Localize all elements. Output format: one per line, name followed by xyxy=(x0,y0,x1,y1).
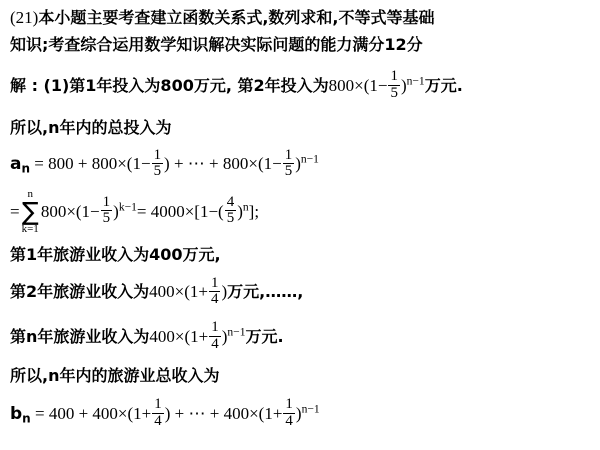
fraction-denominator: 4 xyxy=(211,335,219,352)
solution-intro-suffix: 万元. xyxy=(424,76,463,96)
fraction-denominator: 5 xyxy=(102,210,111,227)
revenue-yearn-suffix: 万元. xyxy=(245,326,284,346)
problem-statement-line-2 xyxy=(10,35,590,55)
fraction-numerator: 1 xyxy=(154,396,162,413)
summation-sigma-icon: ∑ xyxy=(21,196,39,226)
b-n-exponent: n−1 xyxy=(301,402,320,416)
expr-second-year-input xyxy=(328,68,425,102)
fraction-four-fifths xyxy=(225,195,236,227)
a-n-subscript: n xyxy=(21,162,31,177)
fraction-denominator: 4 xyxy=(285,412,293,429)
fraction-one-fifth-3 xyxy=(101,195,112,227)
problem-number-label: (21) xyxy=(10,8,39,27)
fraction-one-fourth-3 xyxy=(152,397,163,429)
sum-exponent-1: k−1 xyxy=(118,200,137,214)
sum-term-2: ) xyxy=(113,201,119,221)
expr-tail: ) xyxy=(221,326,228,346)
problem-statement-line-1 xyxy=(10,8,590,28)
sum-term-5: ]; xyxy=(248,201,260,221)
summation-operator xyxy=(22,189,39,235)
summation-lower-limit: k=1 xyxy=(21,222,39,235)
expr-tail: ) xyxy=(400,76,407,96)
fraction-numerator: 4 xyxy=(226,193,235,210)
equation-summation xyxy=(10,187,590,236)
exponent: n−1 xyxy=(406,74,425,88)
sum-equals: = xyxy=(10,201,20,221)
fraction-denominator: 5 xyxy=(153,163,162,180)
equation-b-n xyxy=(10,396,590,431)
fraction-denominator: 4 xyxy=(210,291,219,308)
revenue-year1-line xyxy=(10,245,590,265)
fraction-numerator: 1 xyxy=(284,146,293,163)
fraction-numerator: 1 xyxy=(102,193,111,210)
expr-lead: 800×(1− xyxy=(328,76,388,96)
b-n-subscript: n xyxy=(22,411,31,426)
b-n-symbol: b xyxy=(10,403,23,424)
a-n-term-1: 800 + 800×(1− xyxy=(48,154,151,174)
fraction-denominator: 5 xyxy=(284,163,293,180)
expr-revenue-year2 xyxy=(149,274,228,308)
revenue-year2-suffix: 万元,……, xyxy=(227,282,304,302)
fraction-one-fifth-2 xyxy=(283,148,294,180)
statement-text-1: 本小题主要考查建立函数关系式,数列求和,不等式等基础 xyxy=(38,8,435,27)
sum-term-1: 800×(1− xyxy=(40,201,100,221)
fraction-numerator: 1 xyxy=(211,318,219,335)
expr-tail: ) xyxy=(221,282,228,302)
expr-revenue-yearn xyxy=(149,318,246,352)
summation-upper-limit: n xyxy=(27,187,33,200)
revenue-year2-line xyxy=(10,274,590,309)
expr-lead: 400×(1+ xyxy=(149,282,208,302)
fraction-numerator: 1 xyxy=(153,146,162,163)
solution-intro-line xyxy=(10,68,590,103)
sum-exponent-2: n xyxy=(242,200,249,214)
total-revenue-label-line xyxy=(10,366,590,386)
fraction-denominator: 5 xyxy=(226,210,235,227)
a-n-equals: = xyxy=(34,154,44,174)
solution-intro-prefix: 解 : (1)第1年投入为800万元, 第2年投入为 xyxy=(10,76,329,96)
fraction-one-fifth-1 xyxy=(152,148,163,180)
fraction-numerator: 1 xyxy=(390,68,398,85)
revenue-year2-prefix: 第2年旅游业收入为 xyxy=(10,282,150,302)
total-input-label-line xyxy=(10,118,590,138)
total-input-label: 所以,n年内的总投入为 xyxy=(10,117,172,137)
fraction-one-fifth xyxy=(388,69,399,101)
b-n-term-1: 400 + 400×(1+ xyxy=(48,403,152,423)
sum-term-3: = 4000×[1−( xyxy=(136,201,224,221)
expr-lead: 400×(1+ xyxy=(149,326,209,346)
a-n-exponent: n−1 xyxy=(300,153,319,167)
revenue-yearn-line xyxy=(10,318,590,354)
fraction-one-fourth-2 xyxy=(209,320,220,352)
b-n-equals: = xyxy=(34,403,45,423)
b-n-term-2: ) + ⋯ + 400×(1+ xyxy=(164,403,283,423)
fraction-numerator: 1 xyxy=(285,396,293,413)
a-n-term-3: ) xyxy=(295,154,301,174)
b-n-term-3: ) xyxy=(295,403,302,423)
fraction-denominator: 5 xyxy=(390,85,398,102)
statement-text-2: 知识;考查综合运用数学知识解决实际问题的能力满分12分 xyxy=(10,35,423,55)
revenue-yearn-prefix: 第n年旅游业收入为 xyxy=(10,326,150,346)
fraction-one-fourth xyxy=(209,276,220,308)
a-n-symbol: a xyxy=(10,154,22,175)
revenue-year1-text: 第1年旅游业收入为400万元, xyxy=(10,245,221,265)
total-revenue-label: 所以,n年内的旅游业总收入为 xyxy=(10,366,220,386)
a-n-term-2: ) + ⋯ + 800×(1− xyxy=(164,154,282,174)
sum-term-4: ) xyxy=(237,201,243,221)
fraction-numerator: 1 xyxy=(210,274,219,291)
equation-a-n xyxy=(10,146,590,181)
expr-exponent: n−1 xyxy=(227,325,246,339)
fraction-one-fourth-4 xyxy=(283,397,294,429)
fraction-denominator: 4 xyxy=(154,412,162,429)
